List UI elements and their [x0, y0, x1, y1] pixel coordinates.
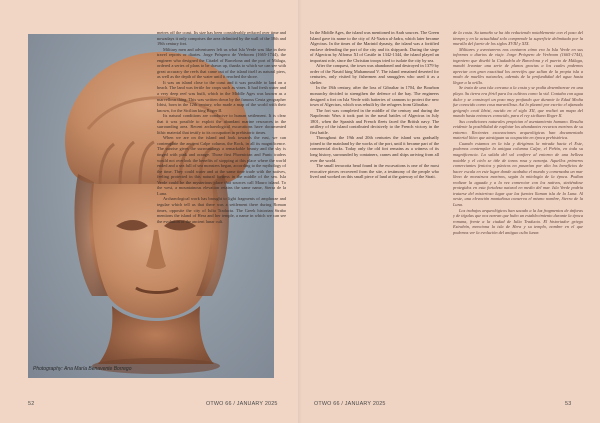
masthead-right: OTWO 66 / JANUARY 2025 — [314, 401, 386, 407]
paragraph: Its natural conditions are conducive to human settlement. It is clear that it was possible to exploit the abundant marine resources in the surrounding area. Recent archaeological excavations have documented lithic material that testify to its occupation in prehistoric times. — [157, 113, 286, 135]
paragraph: It was an island close to the coast and it was possible to land on a beach. The land was fertile for crops such as vines. It had fresh water and a very deep reef was built, which in the Middle Ages was known as a marvellous thing. This was written down by the famous Ceuta geographer Idrisi, born in the 12th century, who made a map of the world with their known, for the Sicilian king Roger II. — [157, 79, 286, 113]
paragraph: Los trabajos arqueológicos han sacado a la luz fragmentos de ánforas y de tégulas que nos narran que hubo un establecimiento durante la época romana, frente a la ciudad de Iulia Traducta. El historiador griego Estrabón, menciona la isla de Hera y su templo, nombre en el que podemos ver la evolución del antiguo culto lunar. — [453, 207, 583, 235]
paragraph: Militares y aventureros nos contaron cómo era la Isla Verde en sus informes o diarios de viaje. Jorge Próspero de Verboom (1665-1744), ingeniero que diseñó la Ciudadela de Barcelona y el puerto de Málaga, mandó levantar una serie de planos gracias a los cuales podemos apreciar con gran exactitud los arrecifes que salían de la propia isla a modo de muelles naturales, además de la profundidad del agua hasta llegar a la orilla. — [453, 46, 583, 85]
paragraph: Throughout the 19th and 20th centuries the island was gradually joined to the mainland by the works of the port, until it became part of the commercial docks. Today only the old fort remains as a witness of its long history, surrounded by containers, cranes and ships arriving from all over the world. — [310, 135, 439, 163]
page-gutter — [298, 0, 302, 423]
text-column-3-spanish — [453, 30, 583, 390]
paragraph: In the Middle Ages, the island was mentioned in Arab sources. The Green Island gave its name to the city of Al-Yazira al-Jadra, which later became Algeciras. In the times of the Marinid dynasty, the island was a fortified enclave defending the port of the city and its shipyards. During the siege of Algeciras by Alfonso XI of Castile in 1342-1344, the island played an important role, since the Christian troops tried to isolate the city by sea. — [310, 30, 439, 63]
paragraph: Archaeological work has brought to light fragments of amphorae and tegulae which tell us that there was a settlement there during Roman times, opposite the city of Iulia Traducta. The Greek historian Strabo mentions the island of Hera and her temple, a name in which we can see the evolution of the ancient lunar cult. — [157, 196, 286, 224]
paragraph: Se trata de una isla cercana a la costa y se podía desembarcar en una playa. Su tierra era fértil para los cultivos como la vid. Contaba con agua dulce y se construyó un pozo muy profundo que durante la Edad Media fue conocido como cosa maravillosa. Así lo plasmó por escrito el afamado geógrafo ceutí Idrisi, nacido en el siglo XII, que realizó un mapa del mundo hasta entonces conocido, para el rey siciliano Roger II. — [453, 85, 583, 119]
paragraph: metres off the coast. Its size has been considerably reduced over time and nowadays it only comprises the area delimited by the wall of the 18th and 19th century fort. — [157, 30, 286, 47]
masthead-left: OTWO 66 / JANUARY 2025 — [206, 401, 278, 407]
paragraph: After the conquest, the town was abandoned and destroyed in 1379 by order of the Nasrid king Muhammad V. The island remained deserted for centuries, only visited by fishermen and smugglers who used it as a shelter. — [310, 63, 439, 85]
paragraph: Military men and adventurers left us what Isla Verde was like in their travel reports or diaries. Jorge Próspero de Verboom (1665-1744), the engineer who designed the Citadel of Barcelona and the port of Málaga, ordered a series of plans to be drawn up, thanks to which we can see with great accuracy the reefs that came out of the island itself as natural piers, as well as the depth of the water until it reached the shore. — [157, 46, 286, 80]
paragraph: The small terracotta head found in the excavations is one of the most evocative pieces recovered from the site, a testimony of the people who lived and worked on this small piece of land at the gateway of the Strait. — [310, 163, 439, 180]
paragraph: Sus condiciones naturales propician el asentamiento humano. Resulta evidente la posibilidad de explotar los abundantes recursos marinos de su entorno. Recientes excavaciones arqueológicas han documentado material lítico que atestiguan su ocupación en época prehistórica. — [453, 118, 583, 141]
paragraph: de la costa. Su tamaño se ha ido reduciendo notablemente con el paso del tiempo y en la actualidad solo comprende la superficie delimitada por la muralla del fuerte de los siglos XVIII y XIX. — [453, 30, 583, 47]
photo-credit: Photography: Ana María Benavente Borrego — [33, 366, 132, 372]
page-number-right: 53 — [565, 401, 572, 407]
page-number-left: 52 — [28, 401, 35, 407]
text-column-1 — [157, 30, 286, 390]
paragraph: In the 18th century, after the loss of Gibraltar in 1704, the Bourbon monarchy decided to strengthen the defence of the bay. The engineers designed a fort on Isla Verde with batteries of cannons to protect the new town of Algeciras, which was rebuilt by the refugees from Gibraltar. — [310, 85, 439, 108]
text-column-2 — [310, 30, 439, 390]
paragraph: When we are on the island and look towards the east, we can contemplate the ancient Calpe column, the Rock, in all its magnificence. The sunrise gives the surroundings a remarkable beauty and the sky is tinged with pink and orange. Those first Phoenician and Punic traders would not overlook the benefits of stopping at this place where the world ended and a sea full of sea monsters began, according to the mythology of the time. They could water and at the same time trade with the natives, feeling protected in this natural fortress in the middle of the sea. Isla Verde could be the mysterious place that sources call Mauro island. To the west, a mountainous elevation retains the same name, Sierra de la Luna. — [157, 135, 286, 196]
paragraph: The fort was completed in the middle of the century and during the Napoleonic Wars it took part in the naval battles of Algeciras in July 1801, when the Spanish and French fleets faced the British navy. The artillery of the island contributed decisively to the French victory in the first battle. — [310, 107, 439, 135]
paragraph: Cuando estamos en la isla y dirigimos la mirada hacia el Este, podemos contemplar la antigua columna Calpe, el Peñón, en toda su magnificencia. La salida del sol confiere al entorno de una belleza notable y el cielo se tiñe de tonos rosa y naranja. Aquellos primeros comerciantes fenicios y púnicos no pasarían por alto los beneficios de hacer escala en este lugar donde acababa el mundo y comenzaba un mar lleno de monstruos marinos, según la mitología de la época. Podían realizar la aguada y a la vez comerciar con los nativos, sintiéndose protegidos en esta fortaleza natural en medio del mar. Isla Verde podría tratarse del misterioso lugar que las fuentes llaman isla de la Luna. Al oeste, una elevación montañosa conserva el mismo nombre, Sierra de la Luna. — [453, 140, 583, 207]
